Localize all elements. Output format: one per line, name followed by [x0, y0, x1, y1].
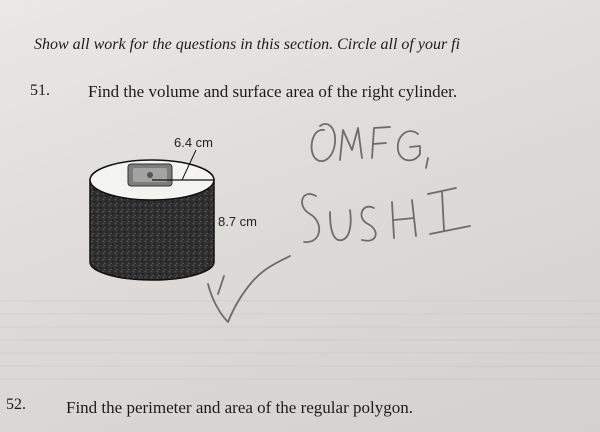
handwritten-omfg [312, 124, 428, 168]
checkmark-icon [208, 256, 290, 322]
question-52-number: 52. [6, 396, 26, 413]
height-label: 8.7 cm [218, 214, 258, 229]
question-51-number: 51. [30, 82, 50, 99]
section-instructions: Show all work for the questions in this section. Circle all of your fi [34, 36, 461, 53]
question-52-text: Find the perimeter and area of the regular polygon. [66, 398, 413, 417]
handwritten-sushi [302, 188, 470, 242]
question-51-text: Find the volume and surface area of the right cylinder. [88, 82, 458, 101]
sushi-image [128, 164, 172, 186]
radius-label: 6.4 cm [174, 135, 214, 150]
